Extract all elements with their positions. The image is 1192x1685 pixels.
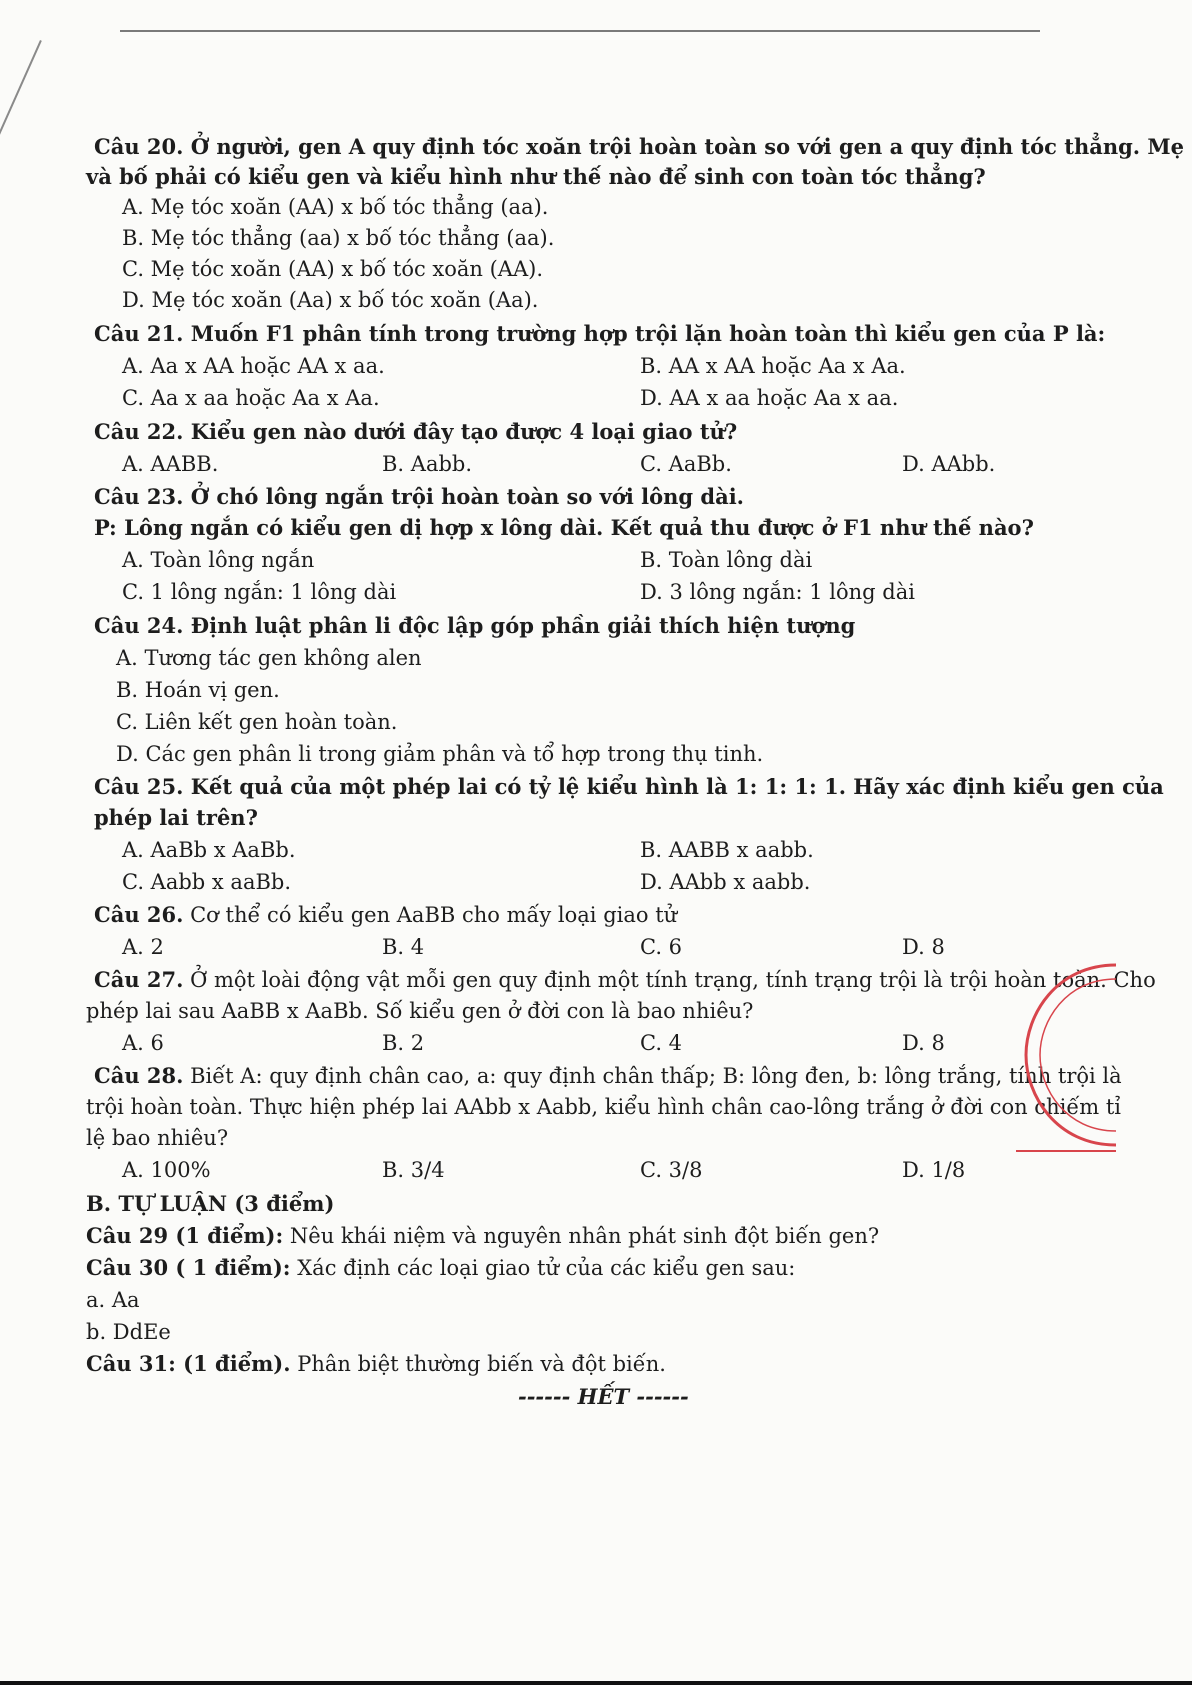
q26-option-d: D. 8 [902,935,945,959]
q26-stem [94,901,677,929]
q21-stem: Câu 21. Muốn F1 phân tính trong trường hợp trội lặn hoàn toàn thì kiểu gen của P là: [94,321,1106,346]
part-b-heading: B. TỰ LUẬN (3 điểm) [86,1191,335,1216]
q27-stem-line1 [94,966,1156,994]
q25-option-a: A. AaBb x AaBb. [122,838,296,862]
school-seal-stamp [1016,955,1126,1155]
q25-stem-line1: Câu 25. Kết quả của một phép lai có tỷ lệ kiểu hình là 1: 1: 1: 1. Hãy xác định kiểu gen của [94,774,1164,799]
q26-label: Câu 26. [94,902,184,927]
q28-stem-line3: lệ bao nhiêu? [86,1126,229,1150]
q20-option-a: A. Mẹ tóc xoăn (AA) x bố tóc thẳng (aa). [122,195,549,219]
q28-label: Câu 28. [94,1063,184,1088]
q24-option-d: D. Các gen phân li trong giảm phân và tổ hợp trong thụ tinh. [116,742,764,766]
q22-option-c: C. AaBb. [640,452,732,476]
fold-mark [0,40,42,224]
q31 [86,1350,666,1378]
q20-stem-line2: và bố phải có kiểu gen và kiểu hình như thế nào để sinh con toàn tóc thẳng? [86,164,986,189]
q21-option-c: C. Aa x aa hoặc Aa x Aa. [122,386,380,410]
q30-item-a: a. Aa [86,1288,140,1312]
q24-option-b: B. Hoán vị gen. [116,678,280,702]
end-marker: ------ HẾT ------ [518,1384,689,1409]
q21-option-a: A. Aa x AA hoặc AA x aa. [122,354,385,378]
q21-option-b: B. AA x AA hoặc Aa x Aa. [640,354,906,378]
q28-stem-line1 [94,1062,1122,1090]
q28-text: Biết A: quy định chân cao, a: quy định chân thấp; B: lông đen, b: lông trắng, tính trội là [183,1064,1122,1088]
q22-option-b: B. Aabb. [382,452,473,476]
q27-option-c: C. 4 [640,1031,683,1055]
q24-option-c: C. Liên kết gen hoàn toàn. [116,710,398,734]
q20-option-b: B. Mẹ tóc thẳng (aa) x bố tóc thẳng (aa). [122,226,555,250]
q29-label: Câu 29 (1 điểm): [86,1223,284,1248]
q27-text: Ở một loài động vật mỗi gen quy định một tính trạng, tính trạng trội là trội hoàn toàn. Cho [183,968,1156,992]
q22-option-d: D. AAbb. [902,452,996,476]
q30 [86,1254,795,1282]
q23-option-a: A. Toàn lông ngắn [122,548,315,572]
q30-text: Xác định các loại giao tử của các kiểu gen sau: [290,1256,796,1280]
q22-stem: Câu 22. Kiểu gen nào dưới đây tạo được 4 loại giao tử? [94,419,738,444]
q28-option-c: C. 3/8 [640,1158,703,1182]
q27-option-d: D. 8 [902,1031,945,1055]
q21-option-d: D. AA x aa hoặc Aa x aa. [640,386,899,410]
q28-option-d: D. 1/8 [902,1158,966,1182]
q27-label: Câu 27. [94,967,184,992]
q27-option-a: A. 6 [122,1031,164,1055]
q29 [86,1222,879,1250]
q25-stem-line2: phép lai trên? [94,805,258,830]
q26-option-a: A. 2 [122,935,164,959]
q30-label: Câu 30 ( 1 điểm): [86,1255,291,1280]
q26-option-c: C. 6 [640,935,683,959]
bottom-rule [0,1681,1192,1685]
q27-stem-line2: phép lai sau AaBB x AaBb. Số kiểu gen ở đời con là bao nhiêu? [86,999,754,1023]
q29-text: Nêu khái niệm và nguyên nhân phát sinh đột biến gen? [283,1224,880,1248]
q30-item-b: b. DdEe [86,1320,171,1344]
q26-option-b: B. 4 [382,935,425,959]
q28-option-b: B. 3/4 [382,1158,445,1182]
q20-option-c: C. Mẹ tóc xoăn (AA) x bố tóc xoăn (AA). [122,257,543,281]
q27-option-b: B. 2 [382,1031,425,1055]
q23-option-c: C. 1 lông ngắn: 1 lông dài [122,580,397,604]
q20-stem-line1: Câu 20. Ở người, gen A quy định tóc xoăn trội hoàn toàn so với gen a quy định tóc thẳng. Mẹ [94,134,1185,159]
q25-option-b: B. AABB x aabb. [640,838,814,862]
q23-stem-line1: Câu 23. Ở chó lông ngắn trội hoàn toàn so với lông dài. [94,484,744,509]
q26-text: Cơ thể có kiểu gen AaBB cho mấy loại giao tử [183,903,678,927]
top-rule [120,30,1040,32]
q25-option-d: D. AAbb x aabb. [640,870,811,894]
q23-option-d: D. 3 lông ngắn: 1 lông dài [640,580,915,604]
q22-option-a: A. AABB. [122,452,219,476]
q25-option-c: C. Aabb x aaBb. [122,870,292,894]
q31-text: Phân biệt thường biến và đột biến. [290,1352,666,1376]
q24-stem: Câu 24. Định luật phân li độc lập góp phần giải thích hiện tượng [94,613,856,638]
q23-option-b: B. Toàn lông dài [640,548,813,572]
q20-option-d: D. Mẹ tóc xoăn (Aa) x bố tóc xoăn (Aa). [122,288,539,312]
q23-stem-line2: P: Lông ngắn có kiểu gen dị hợp x lông dài. Kết quả thu được ở F1 như thế nào? [94,515,1034,540]
q31-label: Câu 31: (1 điểm). [86,1351,291,1376]
q28-option-a: A. 100% [122,1158,211,1182]
q28-stem-line2: trội hoàn toàn. Thực hiện phép lai AAbb x Aabb, kiểu hình chân cao-lông trắng ở đời con chiếm tỉ [86,1095,1121,1119]
q24-option-a: A. Tương tác gen không alen [116,646,422,670]
